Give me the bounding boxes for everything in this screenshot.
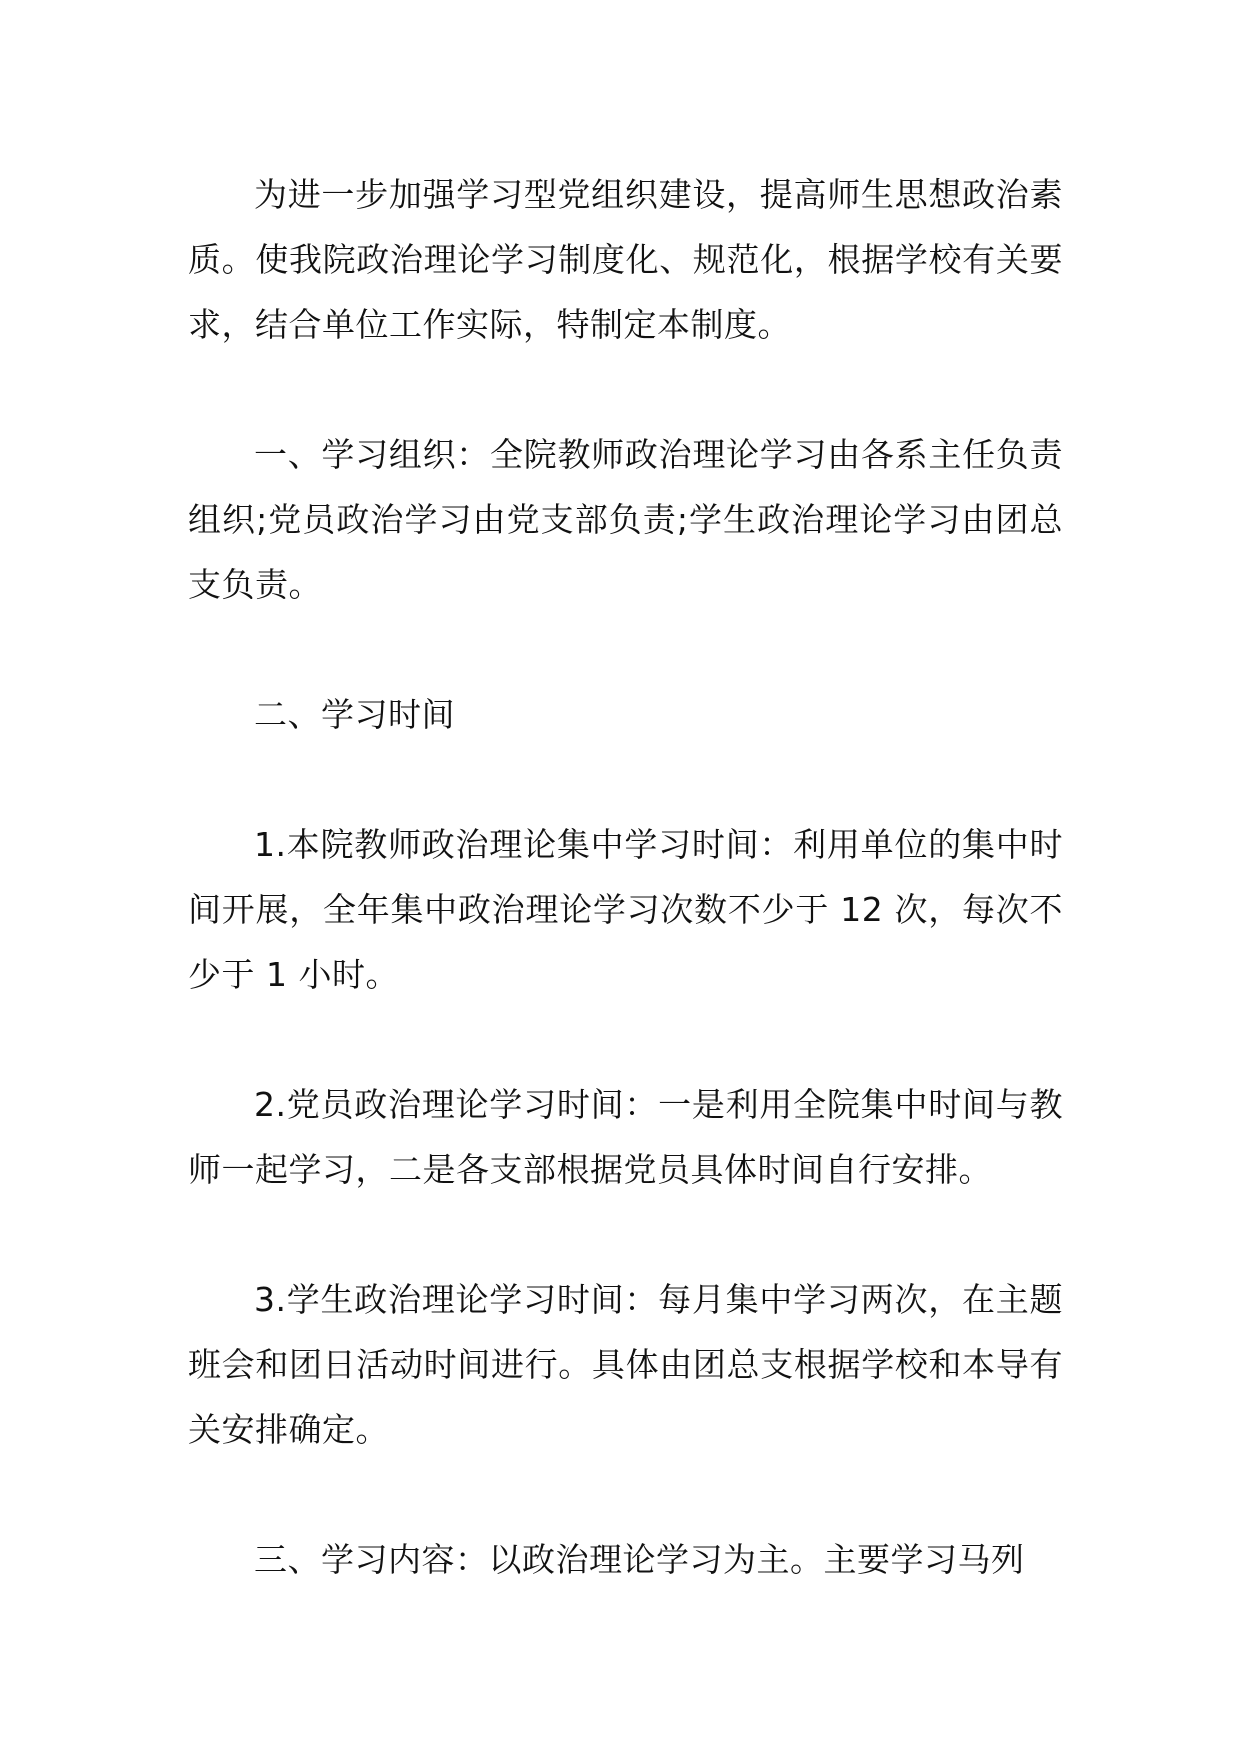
section-one-organization: 一、学习组织：全院教师政治理论学习由各系主任负责组织;党员政治学习由党支部负责;学生政治理论学习由团总支负责。 (188, 435, 1063, 604)
document-body (188, 162, 1063, 1592)
section-two-item-3: 3.学生政治理论学习时间：每月集中学习两次，在主题班会和团日活动时间进行。具体由团总支根据学校和本导有关安排确定。 (188, 1280, 1063, 1449)
section-three-content: 三、学习内容：以政治理论学习为主。主要学习马列 (254, 1540, 1025, 1579)
section-two-item-2: 2.党员政治理论学习时间：一是利用全院集中时间与教师一起学习，二是各支部根据党员具体时间自行安排。 (188, 1085, 1063, 1189)
section-two-item-1: 1.本院教师政治理论集中学习时间：利用单位的集中时间开展，全年集中政治理论学习次数不少于 12 次，每次不少于 1 小时。 (188, 825, 1063, 994)
section-two-heading: 二、学习时间 (254, 695, 455, 734)
intro-paragraph: 为进一步加强学习型党组织建设，提高师生思想政治素质。使我院政治理论学习制度化、规范化，根据学校有关要求，结合单位工作实际，特制定本制度。 (188, 175, 1063, 344)
